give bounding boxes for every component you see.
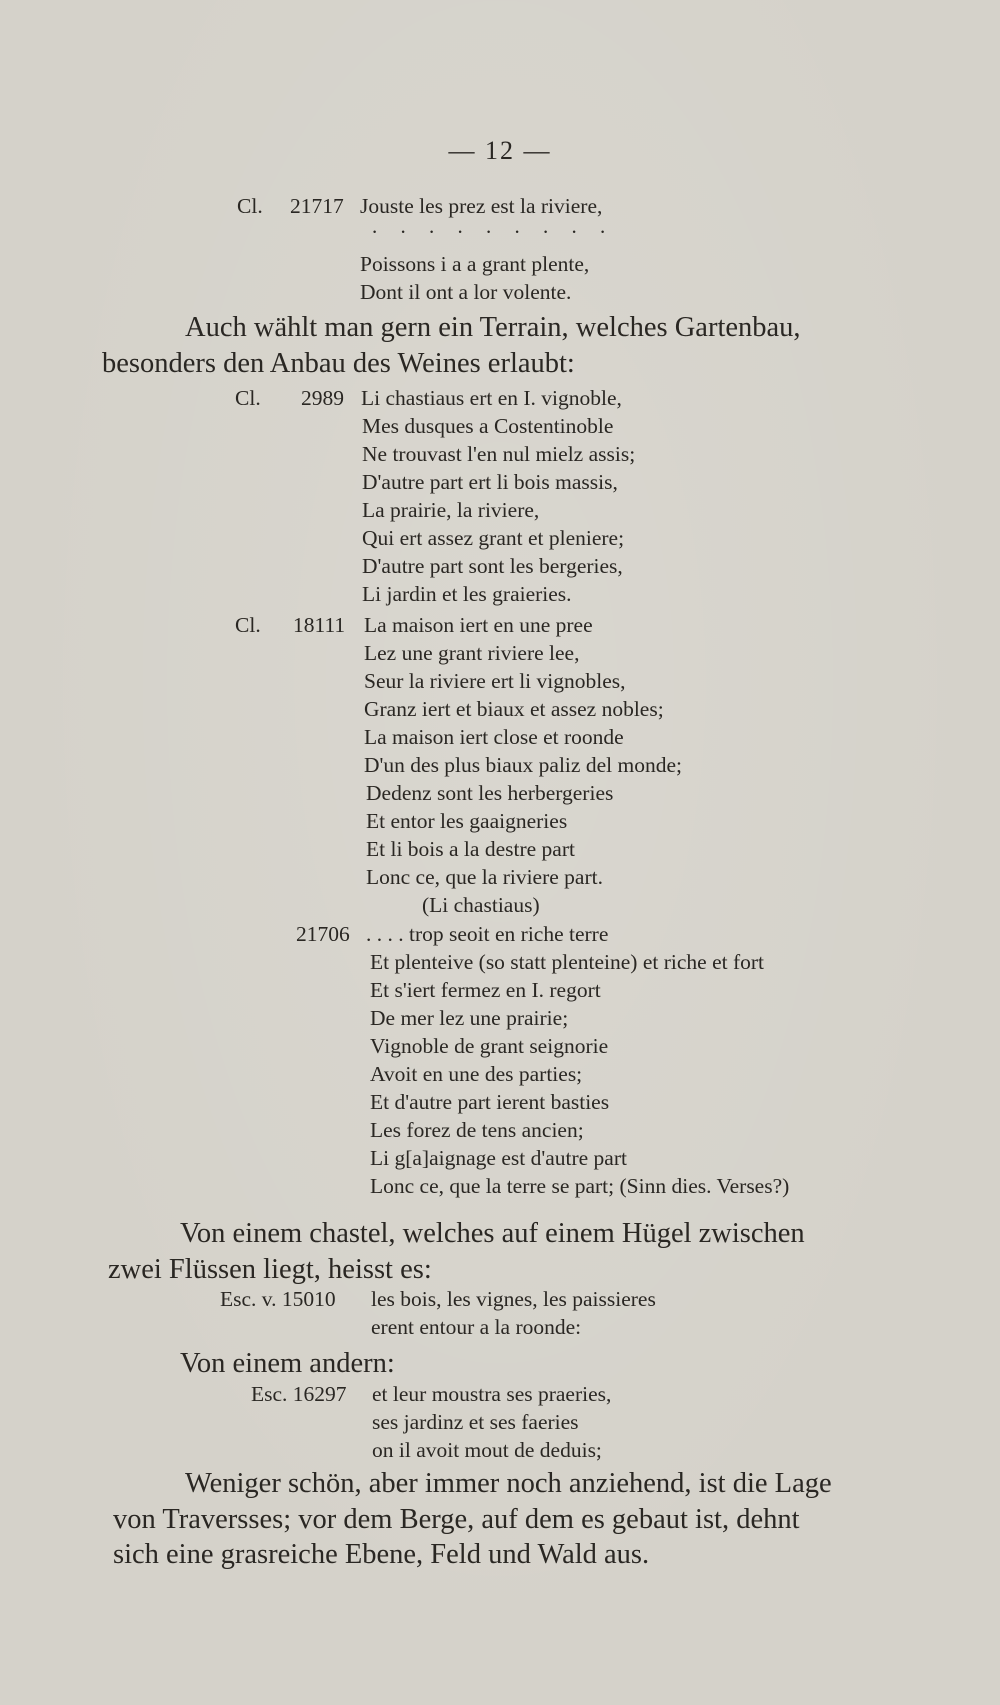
verse-ellipsis: . . . . . . . . . <box>372 214 615 238</box>
prose-line: zwei Flüssen liegt, heisst es: <box>108 1254 432 1285</box>
prose-line: Von einem chastel, welches auf einem Hügel zwischen <box>180 1218 805 1249</box>
verse-line: Poissons i a a grant plente, <box>360 252 590 276</box>
verse-line: D'autre part sont les bergeries, <box>362 554 623 578</box>
verse-line: les bois, les vignes, les paissieres <box>371 1287 656 1311</box>
citation-line-number: 18111 <box>293 613 346 637</box>
citation-line-number: 21706 <box>296 922 350 946</box>
citation-source: Esc. 16297 <box>251 1382 347 1406</box>
verse-line: ses jardinz et ses faeries <box>372 1410 579 1434</box>
verse-line: Mes dusques a Costentinoble <box>362 414 614 438</box>
citation-source: Cl. <box>235 613 261 637</box>
verse-line: Et entor les gaaigneries <box>366 809 568 833</box>
verse-line: et leur moustra ses praeries, <box>372 1382 612 1406</box>
citation-source: Cl. <box>235 386 261 410</box>
verse-line: De mer lez une prairie; <box>370 1006 569 1030</box>
verse-line: erent entour a la roonde: <box>371 1315 582 1339</box>
verse-line: Li jardin et les graieries. <box>362 582 572 606</box>
verse-line: La maison iert close et roonde <box>364 725 624 749</box>
prose-line: sich eine grasreiche Ebene, Feld und Wald aus. <box>113 1539 650 1570</box>
citation-line-number: 21717 <box>290 194 344 218</box>
verse-line: Jouste les prez est la riviere, <box>360 194 603 218</box>
verse-note: (Li chastiaus) <box>422 893 540 917</box>
verse-line: Granz iert et biaux et assez nobles; <box>364 697 664 721</box>
prose-line: von Traversses; vor dem Berge, auf dem es gebaut ist, dehnt <box>113 1504 800 1535</box>
verse-line: Les forez de tens ancien; <box>370 1118 584 1142</box>
verse-line: Lez une grant riviere lee, <box>364 641 580 665</box>
verse-line: Lonc ce, que la riviere part. <box>366 865 603 889</box>
verse-line: Dedenz sont les herbergeries <box>366 781 614 805</box>
verse-line: Seur la riviere ert li vignobles, <box>364 669 626 693</box>
verse-line: . . . . trop seoit en riche terre <box>366 922 609 946</box>
citation-line-number: 2989 <box>301 386 344 410</box>
verse-line: Et li bois a la destre part <box>366 837 575 861</box>
verse-line: Li chastiaus ert en I. vignoble, <box>361 386 622 410</box>
verse-line: Et plenteive (so statt plenteine) et riche et fort <box>370 950 765 974</box>
verse-line: La maison iert en une pree <box>364 613 593 637</box>
verse-line: Dont il ont a lor volente. <box>360 280 572 304</box>
citation-source: Esc. v. 15010 <box>220 1287 336 1311</box>
verse-line: Avoit en une des parties; <box>370 1062 583 1086</box>
verse-line: on il avoit mout de deduis; <box>372 1438 602 1462</box>
prose-line: besonders den Anbau des Weines erlaubt: <box>102 348 575 379</box>
verse-line: Lonc ce, que la terre se part; (Sinn dies. Verses?) <box>370 1174 790 1198</box>
verse-line: D'un des plus biaux paliz del monde; <box>364 753 682 777</box>
verse-line: Et s'iert fermez en I. regort <box>370 978 601 1002</box>
page-number: — 12 — <box>448 136 552 165</box>
verse-line: D'autre part ert li bois massis, <box>362 470 618 494</box>
verse-line: Vignoble de grant seignorie <box>370 1034 609 1058</box>
verse-line: Et d'autre part ierent basties <box>370 1090 610 1114</box>
verse-line: Li g[a]aignage est d'autre part <box>370 1146 627 1170</box>
verse-line: La prairie, la riviere, <box>362 498 540 522</box>
verse-line: Qui ert assez grant et pleniere; <box>362 526 625 550</box>
citation-source: Cl. <box>237 194 263 218</box>
prose-line: Weniger schön, aber immer noch anziehend, ist die Lage <box>185 1468 832 1499</box>
prose-line: Auch wählt man gern ein Terrain, welches Gartenbau, <box>185 312 801 343</box>
verse-line: Ne trouvast l'en nul mielz assis; <box>362 442 636 466</box>
prose-line: Von einem andern: <box>180 1348 395 1379</box>
